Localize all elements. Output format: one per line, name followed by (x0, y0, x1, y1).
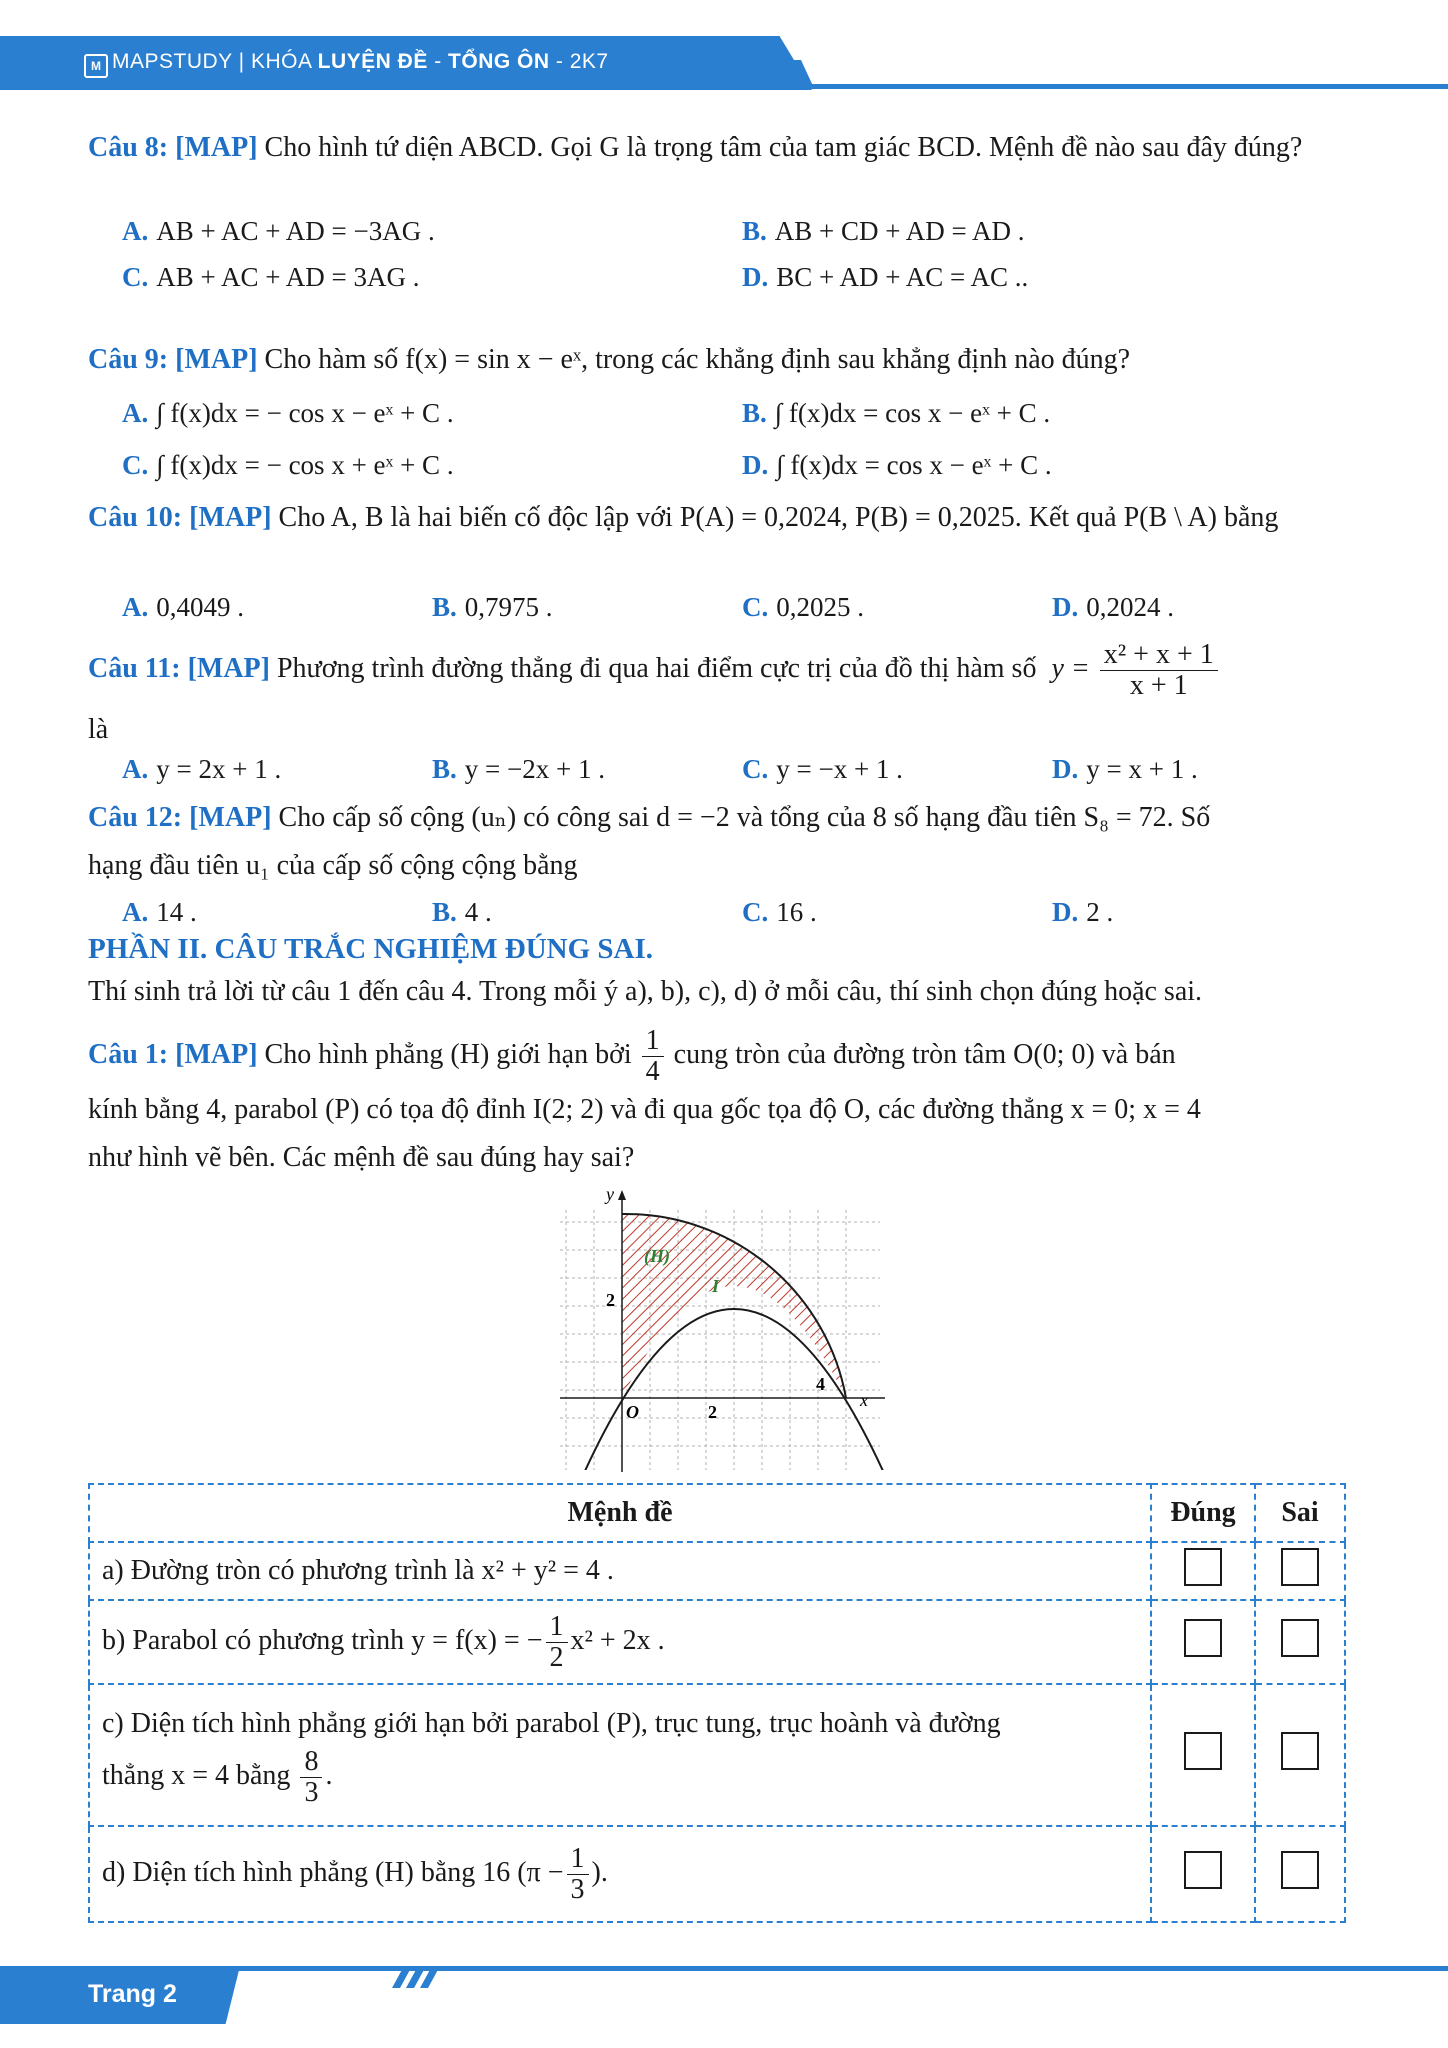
part2-question-1: Câu 1: [MAP] Cho hình phẳng (H) giới hạn bởi $\frac{1}{4}$ cung tròn của đường tròn tâm O(0; 0) và bán (88, 1025, 1176, 1087)
q11-option-d: D. y = x + 1 . (1052, 754, 1198, 784)
q8-option-b: B. AB + CD + AD = AD . (742, 216, 1025, 246)
statement-d: d) Diện tích hình phẳng (H) bằng 16 (π − $\frac{1}{3}$ ). (89, 1826, 1151, 1922)
x-axis-label: x (860, 1390, 868, 1410)
question-label: Câu 11: [MAP] (88, 652, 270, 684)
q12-option-c: C. 16 . (742, 897, 817, 927)
region-label: (H) (644, 1246, 670, 1266)
header-rule (760, 84, 1448, 89)
question-label: Câu 10: [MAP] (88, 502, 272, 533)
table-row (89, 1684, 1345, 1826)
q8-option-c: C. AB + AC + AD = 3AG . (122, 262, 420, 292)
header-true: Đúng (1151, 1484, 1255, 1542)
question-label: Câu 8: [MAP] (88, 132, 258, 163)
checkbox-true-c[interactable] (1184, 1732, 1222, 1770)
y-axis-arrow (618, 1190, 626, 1200)
checkbox-true-a[interactable] (1184, 1548, 1222, 1586)
question-label: Câu 12: [MAP] (88, 802, 272, 833)
question-label: Câu 1: [MAP] (88, 1038, 258, 1070)
tick-x-2: 2 (708, 1402, 717, 1422)
checkbox-true-d[interactable] (1184, 1851, 1222, 1889)
vertex-label: I (712, 1276, 720, 1296)
q9-option-a: A. ∫ f(x)dx = − cos x − eˣ + C . (122, 398, 454, 428)
question-text: Cho hình tứ diện ABCD. Gọi G là trọng tâm của tam giác BCD. Mệnh đề nào sau đây đúng? (264, 132, 1303, 163)
question-9 (88, 340, 1368, 380)
origin-label: O (626, 1402, 639, 1422)
checkbox-true-b[interactable] (1184, 1619, 1222, 1657)
checkbox-false-a[interactable] (1281, 1548, 1319, 1586)
q10-option-d: D. 0,2024 . (1052, 592, 1174, 622)
question-11-tail: là (88, 714, 109, 745)
header-stripes-decoration (765, 60, 835, 86)
q9-option-b: B. ∫ f(x)dx = cos x − eˣ + C . (742, 398, 1051, 428)
region-graph (560, 1180, 890, 1480)
footer-stripes-decoration (392, 1966, 448, 1988)
header-false: Sai (1255, 1484, 1345, 1542)
question-label: Câu 9: [MAP] (88, 344, 258, 375)
y-axis-label: y (606, 1184, 614, 1204)
section-instruction: Thí sinh trả lời từ câu 1 đến câu 4. Trong mỗi ý a), b), c), d) ở mỗi câu, thí sinh chọn đúng hoặc sai. (88, 976, 1203, 1007)
q10-option-a: A. 0,4049 . (122, 592, 244, 622)
statement-a: a) Đường tròn có phương trình là x² + y² = 4 . (89, 1542, 1151, 1600)
true-false-table (88, 1483, 1346, 1923)
q9-option-d: D. ∫ f(x)dx = cos x − eˣ + C . (742, 450, 1052, 480)
q10-option-c: C. 0,2025 . (742, 592, 864, 622)
checkbox-false-b[interactable] (1281, 1619, 1319, 1657)
question-12 (88, 798, 1368, 838)
part2-question-1-line2: kính bằng 4, parabol (P) có tọa độ đỉnh I(2; 2) và đi qua gốc tọa độ O, các đường thẳng x = 0; x = 4 (88, 1094, 1201, 1125)
q11-option-b: B. y = −2x + 1 . (432, 754, 605, 784)
tick-x-4: 4 (816, 1374, 825, 1394)
q10-option-b: B. 0,7975 . (432, 592, 553, 622)
q12-option-d: D. 2 . (1052, 897, 1114, 927)
q12-option-b: B. 4 . (432, 897, 492, 927)
header-title: MAPSTUDY | KHÓA LUYỆN ĐỀ - TỔNG ÔN - 2K7 (112, 50, 609, 73)
logo-icon: M (84, 54, 108, 78)
fraction: $\frac{1}{4}$ (642, 1026, 664, 1087)
question-12-line2: hạng đầu tiên u₁ của cấp số cộng cộng bằng (88, 850, 578, 881)
tick-y-2: 2 (606, 1290, 615, 1310)
brand-name: MAPSTUDY (112, 50, 233, 73)
question-text: Cho hàm số f(x) = sin x − eˣ, trong các khẳng định sau khẳng định nào đúng? (264, 344, 1131, 375)
table-header-row (89, 1484, 1345, 1542)
question-11: Câu 11: [MAP] Phương trình đường thẳng đi qua hai điểm cực trị của đồ thị hàm số y = $\frac{\text{x² + x + 1}}{x + 1}$ (88, 640, 1368, 701)
q12-option-a: A. 14 . (122, 897, 197, 927)
statement-b: b) Parabol có phương trình y = f(x) = − $\frac{1}{2}$ x² + 2x . (89, 1600, 1151, 1684)
header-statement: Mệnh đề (89, 1484, 1151, 1542)
q8-option-d: D. BC + AD + AC = AC .. (742, 262, 1029, 292)
q11-option-c: C. y = −x + 1 . (742, 754, 903, 784)
question-text: Cho cấp số cộng (uₙ) có công sai d = −2 và tổng của 8 số hạng đầu tiên S₈ = 72. Số (278, 802, 1211, 833)
fraction: $\frac{\text{x² + x + 1}}{x + 1}$ (1100, 640, 1218, 701)
question-8 (88, 128, 1368, 168)
question-10 (88, 498, 1368, 538)
section-title: PHẦN II. CÂU TRẮC NGHIỆM ĐÚNG SAI. (88, 933, 654, 965)
table-row (89, 1542, 1345, 1600)
checkbox-false-d[interactable] (1281, 1851, 1319, 1889)
table-row (89, 1600, 1345, 1684)
page-number: Trang 2 (88, 1980, 177, 2008)
checkbox-false-c[interactable] (1281, 1732, 1319, 1770)
part2-question-1-line3: như hình vẽ bên. Các mệnh đề sau đúng hay sai? (88, 1142, 635, 1173)
question-text: Cho A, B là hai biến cố độc lập với P(A) = 0,2024, P(B) = 0,2025. Kết quả P(B \ A) bằng (278, 502, 1279, 533)
q11-option-a: A. y = 2x + 1 . (122, 754, 282, 784)
statement-c: c) Diện tích hình phẳng giới hạn bởi parabol (P), trục tung, trục hoành và đường thẳng x = 4 bằng $\frac{8}{3}$ . (89, 1684, 1151, 1826)
question-text: Phương trình đường thẳng đi qua hai điểm cực trị của đồ thị hàm số (276, 652, 1037, 684)
table-row (89, 1826, 1345, 1922)
q9-option-c: C. ∫ f(x)dx = − cos x + eˣ + C . (122, 450, 454, 480)
q8-option-a: A. AB + AC + AD = −3AG . (122, 216, 435, 246)
